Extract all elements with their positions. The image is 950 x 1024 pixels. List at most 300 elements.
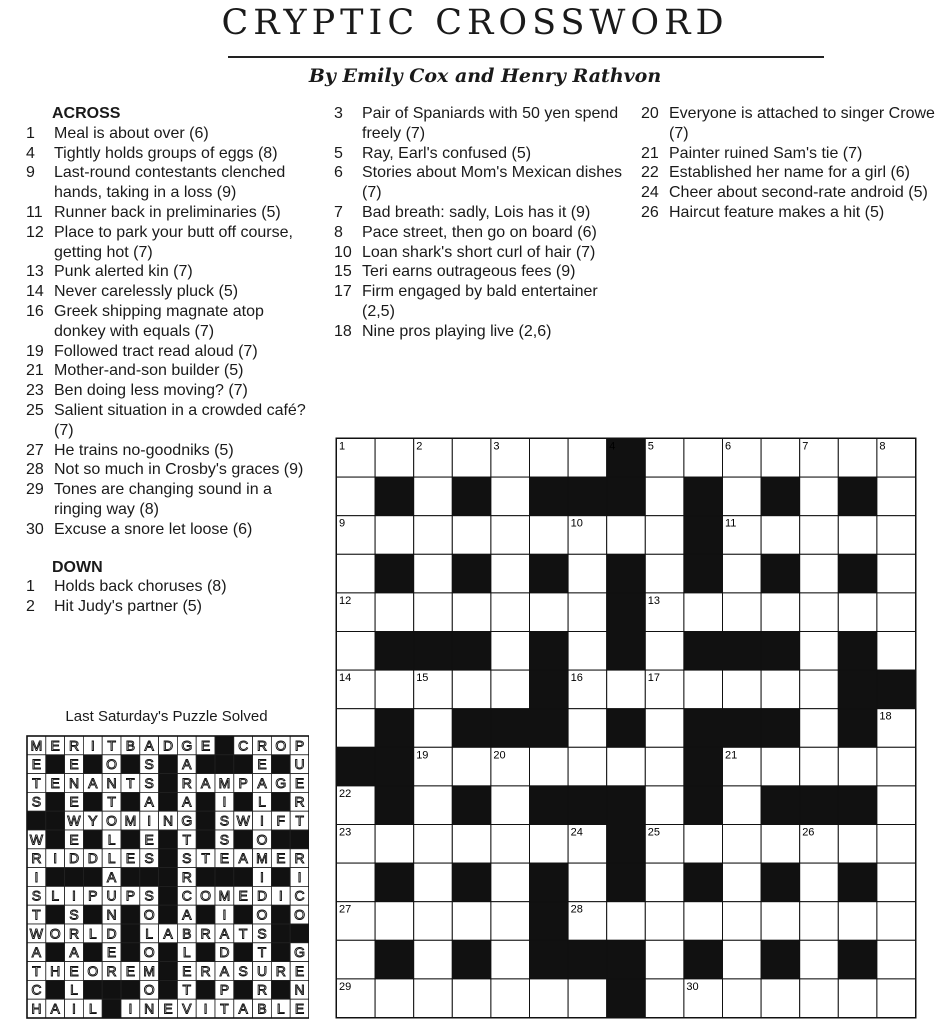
answer-cell[interactable] xyxy=(375,825,414,864)
answer-cell[interactable] xyxy=(414,593,453,632)
answer-cell[interactable] xyxy=(723,863,762,902)
answer-cell[interactable] xyxy=(414,477,453,516)
cell-number: 15 xyxy=(416,672,429,685)
answer-cell[interactable] xyxy=(375,439,414,478)
solution-letter: L xyxy=(276,1000,285,1017)
solution-black-square xyxy=(121,868,140,887)
answer-cell[interactable] xyxy=(414,863,453,902)
answer-cell[interactable] xyxy=(414,554,453,593)
black-square xyxy=(568,786,607,825)
answer-cell[interactable] xyxy=(337,709,376,748)
clue-text: Punk alerted kin (7) xyxy=(54,263,193,281)
cell-number: 23 xyxy=(339,826,352,839)
solution-letter: D xyxy=(87,850,98,867)
solution-letter: N xyxy=(144,1000,155,1017)
answer-cell[interactable] xyxy=(645,940,684,979)
black-square xyxy=(607,786,646,825)
answer-cell[interactable] xyxy=(491,940,530,979)
answer-cell[interactable] xyxy=(568,709,607,748)
answer-cell[interactable] xyxy=(877,786,916,825)
cell-number: 13 xyxy=(647,594,661,607)
cell-number: 26 xyxy=(802,826,815,839)
solution-black-square xyxy=(83,943,102,962)
solution-letter: E xyxy=(69,756,79,773)
answer-cell[interactable] xyxy=(491,632,530,671)
solution-black-square xyxy=(271,905,290,924)
answer-cell[interactable] xyxy=(491,825,530,864)
clue-number: 30 xyxy=(26,520,44,538)
answer-cell[interactable] xyxy=(491,786,530,825)
answer-cell[interactable] xyxy=(414,516,453,555)
answer-cell[interactable] xyxy=(877,554,916,593)
clue-across-4 xyxy=(26,144,316,164)
solution-letter: T xyxy=(220,1000,229,1017)
clue-text: Holds back choruses (8) xyxy=(54,578,227,596)
solution-letter: T xyxy=(126,774,135,791)
solution-letter: M xyxy=(124,812,137,829)
answer-cell[interactable] xyxy=(491,863,530,902)
clue-text: Salient situation in a crowded café? (7) xyxy=(54,401,306,439)
solution-letter: D xyxy=(256,887,268,904)
answer-cell[interactable] xyxy=(723,825,762,864)
solution-letter: S xyxy=(31,793,42,810)
solution-black-square xyxy=(102,980,121,999)
black-square xyxy=(375,554,414,593)
answer-cell[interactable] xyxy=(838,516,877,555)
solution-black-square xyxy=(196,980,215,999)
solution-black-square xyxy=(234,830,253,849)
answer-cell[interactable] xyxy=(723,670,762,709)
answer-cell[interactable] xyxy=(645,863,684,902)
answer-cell[interactable] xyxy=(491,516,530,555)
solution-black-square xyxy=(159,849,178,868)
solution-letter: A xyxy=(182,906,192,923)
clue-text: Haircut feature makes a hit (5) xyxy=(669,203,885,221)
answer-cell[interactable] xyxy=(568,439,607,478)
answer-cell[interactable] xyxy=(645,979,684,1018)
answer-cell[interactable] xyxy=(491,554,530,593)
answer-cell[interactable] xyxy=(452,439,491,478)
cell-number: 14 xyxy=(339,672,352,685)
clue-number: 26 xyxy=(641,203,659,221)
clue-number: 19 xyxy=(26,342,44,360)
answer-cell[interactable] xyxy=(877,747,916,786)
black-square xyxy=(838,786,877,825)
answer-cell[interactable] xyxy=(645,709,684,748)
clue-number: 17 xyxy=(334,283,352,301)
answer-cell[interactable] xyxy=(723,554,762,593)
black-square xyxy=(607,825,646,864)
clue-across-23 xyxy=(26,381,316,401)
black-square xyxy=(452,632,491,671)
answer-cell[interactable] xyxy=(414,940,453,979)
black-square xyxy=(452,863,491,902)
black-square xyxy=(375,747,414,786)
solution-letter: S xyxy=(69,906,79,923)
answer-cell[interactable] xyxy=(375,979,414,1018)
solution-letter: S xyxy=(144,850,154,867)
answer-cell[interactable] xyxy=(800,477,839,516)
solution-letter: P xyxy=(125,887,136,904)
answer-cell[interactable] xyxy=(684,670,723,709)
black-square xyxy=(761,709,800,748)
solution-letter: C xyxy=(31,981,42,998)
answer-cell[interactable] xyxy=(337,940,376,979)
clue-number: 22 xyxy=(641,164,659,182)
black-square xyxy=(414,632,453,671)
clue-across-29 xyxy=(26,480,316,520)
cell-number: 19 xyxy=(416,749,429,762)
answer-cell[interactable] xyxy=(530,979,569,1018)
clue-down-10 xyxy=(334,243,624,263)
solution-letter: L xyxy=(182,944,191,961)
clue-number: 9 xyxy=(26,164,35,182)
solution-letter: E xyxy=(50,774,60,791)
answer-cell[interactable] xyxy=(877,863,916,902)
cell-number: 18 xyxy=(879,710,892,723)
solution-letter: E xyxy=(294,962,305,979)
solution-black-square xyxy=(159,774,178,793)
answer-cell[interactable] xyxy=(568,979,607,1018)
solution-letter: E xyxy=(125,962,136,979)
answer-cell[interactable] xyxy=(877,940,916,979)
solution-letter: S xyxy=(219,812,230,829)
solution-letter: E xyxy=(294,1000,305,1017)
clue-across-1 xyxy=(26,124,316,144)
solution-letter: H xyxy=(31,1000,42,1017)
solution-letter: A xyxy=(238,1000,248,1017)
clue-number: 24 xyxy=(641,184,659,202)
answer-cell[interactable] xyxy=(568,632,607,671)
answer-cell[interactable] xyxy=(568,863,607,902)
solution-black-square xyxy=(121,980,140,999)
answer-cell[interactable] xyxy=(761,670,800,709)
answer-cell[interactable] xyxy=(568,747,607,786)
black-square xyxy=(530,940,569,979)
solution-black-square xyxy=(46,792,65,811)
answer-cell[interactable] xyxy=(684,825,723,864)
clue-text: Runner back in preliminaries (5) xyxy=(54,203,281,221)
black-square xyxy=(877,670,916,709)
solution-letter: A xyxy=(50,1000,60,1017)
solution-letter: I xyxy=(147,812,152,829)
black-square xyxy=(684,863,723,902)
answer-cell[interactable] xyxy=(375,593,414,632)
answer-cell[interactable] xyxy=(530,516,569,555)
solution-letter: R xyxy=(181,774,192,791)
clue-number: 10 xyxy=(334,243,352,261)
answer-cell[interactable] xyxy=(723,979,762,1018)
answer-cell[interactable] xyxy=(877,825,916,864)
clue-down-22 xyxy=(641,163,941,183)
solution-letter: D xyxy=(106,925,117,942)
clue-across-28 xyxy=(26,460,316,480)
answer-cell[interactable] xyxy=(761,593,800,632)
black-square xyxy=(838,709,877,748)
clue-across-12 xyxy=(26,223,316,263)
answer-cell[interactable] xyxy=(645,747,684,786)
answer-cell[interactable] xyxy=(607,516,646,555)
answer-cell[interactable] xyxy=(452,825,491,864)
solution-letter: O xyxy=(143,906,155,923)
answer-cell[interactable] xyxy=(838,902,877,941)
answer-cell[interactable] xyxy=(645,632,684,671)
solution-letter: U xyxy=(256,962,268,979)
answer-cell[interactable] xyxy=(452,747,491,786)
answer-cell[interactable] xyxy=(452,979,491,1018)
down-clue-list xyxy=(26,577,316,617)
answer-cell[interactable] xyxy=(530,439,569,478)
clue-number: 27 xyxy=(26,441,44,459)
answer-cell[interactable] xyxy=(800,863,839,902)
answer-cell[interactable] xyxy=(568,554,607,593)
answer-cell[interactable] xyxy=(452,902,491,941)
solution-black-square xyxy=(159,755,178,774)
cell-number: 9 xyxy=(339,517,346,530)
answer-cell[interactable] xyxy=(684,902,723,941)
answer-cell[interactable] xyxy=(838,979,877,1018)
answer-cell[interactable] xyxy=(877,979,916,1018)
answer-cell[interactable] xyxy=(491,593,530,632)
answer-cell[interactable] xyxy=(645,477,684,516)
solution-letter: T xyxy=(182,981,192,998)
answer-cell[interactable] xyxy=(375,902,414,941)
answer-cell[interactable] xyxy=(645,902,684,941)
clue-down-3 xyxy=(334,104,624,144)
answer-cell[interactable] xyxy=(800,593,839,632)
answer-cell[interactable] xyxy=(568,593,607,632)
answer-cell[interactable] xyxy=(414,825,453,864)
answer-cell[interactable] xyxy=(414,786,453,825)
solution-letter: R xyxy=(294,793,305,810)
black-square xyxy=(375,632,414,671)
clue-text: Teri earns outrageous fees (9) xyxy=(362,263,576,281)
answer-cell[interactable] xyxy=(607,747,646,786)
answer-cell[interactable] xyxy=(838,439,877,478)
black-square xyxy=(452,786,491,825)
answer-cell[interactable] xyxy=(684,593,723,632)
answer-cell[interactable] xyxy=(414,902,453,941)
answer-cell[interactable] xyxy=(761,979,800,1018)
answer-cell[interactable] xyxy=(723,786,762,825)
solution-letter: S xyxy=(182,850,192,867)
solution-letter: S xyxy=(144,774,154,791)
solution-letter: C xyxy=(294,887,305,904)
solution-letter: E xyxy=(106,944,117,961)
solution-black-square xyxy=(271,755,290,774)
answer-cell[interactable] xyxy=(877,593,916,632)
answer-cell[interactable] xyxy=(838,825,877,864)
solution-letter: E xyxy=(69,962,79,979)
solution-letter: A xyxy=(200,774,211,791)
across-clue-list xyxy=(26,124,316,540)
answer-cell[interactable] xyxy=(877,632,916,671)
clue-across-21 xyxy=(26,361,316,381)
black-square xyxy=(491,709,530,748)
answer-cell[interactable] xyxy=(607,670,646,709)
answer-cell[interactable] xyxy=(761,747,800,786)
clue-text: Pace street, then go on board (6) xyxy=(362,223,597,241)
answer-cell[interactable] xyxy=(761,902,800,941)
answer-cell[interactable] xyxy=(645,516,684,555)
black-square xyxy=(530,786,569,825)
answer-cell[interactable] xyxy=(800,747,839,786)
solution-letter: B xyxy=(182,925,192,942)
solution-letter: L xyxy=(107,850,116,867)
down-clue-list-continued xyxy=(641,104,941,223)
answer-cell[interactable] xyxy=(800,940,839,979)
solution-letter: O xyxy=(275,737,287,754)
solution-letter: D xyxy=(162,737,174,754)
black-square xyxy=(530,554,569,593)
solution-letter: I xyxy=(53,850,58,867)
solution-black-square xyxy=(159,905,178,924)
black-square xyxy=(761,477,800,516)
answer-cell[interactable] xyxy=(723,477,762,516)
solution-black-square xyxy=(159,980,178,999)
answer-cell[interactable] xyxy=(800,670,839,709)
answer-cell[interactable] xyxy=(838,593,877,632)
clue-text: Nine pros playing live (2,6) xyxy=(362,322,552,340)
clue-text: Bad breath: sadly, Lois has it (9) xyxy=(362,203,591,221)
black-square xyxy=(375,940,414,979)
answer-cell[interactable] xyxy=(645,554,684,593)
solution-black-square xyxy=(140,868,159,887)
clue-down-17 xyxy=(334,282,624,322)
answer-cell[interactable] xyxy=(800,979,839,1018)
solution-letter: L xyxy=(88,1000,97,1017)
solution-black-square xyxy=(196,830,215,849)
answer-cell[interactable] xyxy=(530,825,569,864)
answer-cell[interactable] xyxy=(414,709,453,748)
answer-cell[interactable] xyxy=(877,477,916,516)
answer-cell[interactable] xyxy=(491,979,530,1018)
black-square xyxy=(838,477,877,516)
black-square xyxy=(452,477,491,516)
cell-number: 17 xyxy=(647,672,661,685)
answer-cell[interactable] xyxy=(491,902,530,941)
solution-letter: T xyxy=(32,962,41,979)
answer-cell[interactable] xyxy=(684,439,723,478)
clue-across-13 xyxy=(26,262,316,282)
answer-cell[interactable] xyxy=(530,593,569,632)
solution-letter: G xyxy=(181,812,193,829)
solution-letter: S xyxy=(144,887,154,904)
answer-cell[interactable] xyxy=(877,516,916,555)
answer-cell[interactable] xyxy=(723,902,762,941)
solution-letter: N xyxy=(68,774,80,791)
solution-letter: I xyxy=(260,812,264,829)
title-rule xyxy=(228,56,824,58)
solution-black-square xyxy=(215,736,234,755)
answer-cell[interactable] xyxy=(491,477,530,516)
solution-letter: H xyxy=(50,962,61,979)
clue-text: Pair of Spaniards with 50 yen spend freely (7) xyxy=(362,105,619,142)
clue-number: 6 xyxy=(334,164,343,182)
solution-black-square xyxy=(196,792,215,811)
answer-cell[interactable] xyxy=(375,670,414,709)
solution-black-square xyxy=(290,830,309,849)
crossword-grid[interactable] xyxy=(335,437,921,1023)
answer-cell[interactable] xyxy=(800,902,839,941)
answer-cell[interactable] xyxy=(800,632,839,671)
answer-cell[interactable] xyxy=(452,516,491,555)
answer-cell[interactable] xyxy=(761,516,800,555)
solution-letter: I xyxy=(222,906,227,923)
clue-text: Mother-and-son builder (5) xyxy=(54,362,244,380)
cell-number: 22 xyxy=(339,787,352,800)
solution-letter: E xyxy=(294,774,305,791)
answer-cell[interactable] xyxy=(607,902,646,941)
clue-text: Hit Judy's partner (5) xyxy=(54,598,202,616)
solution-letter: R xyxy=(256,981,268,998)
answer-cell[interactable] xyxy=(414,979,453,1018)
clues-column-1 xyxy=(26,104,316,617)
black-square xyxy=(530,670,569,709)
black-square xyxy=(607,632,646,671)
solution-letter: N xyxy=(106,774,117,791)
solution-letter: A xyxy=(88,774,98,791)
clue-down-5 xyxy=(334,144,624,164)
solution-black-square xyxy=(121,924,140,943)
clue-number: 5 xyxy=(334,144,343,162)
clue-down-8 xyxy=(334,223,624,243)
solution-black-square xyxy=(159,868,178,887)
cell-number: 10 xyxy=(570,517,583,530)
answer-cell[interactable] xyxy=(761,825,800,864)
answer-cell[interactable] xyxy=(337,863,376,902)
answer-cell[interactable] xyxy=(723,940,762,979)
solution-black-square xyxy=(121,830,140,849)
clue-text: Painter ruined Sam's tie (7) xyxy=(669,144,863,162)
answer-cell[interactable] xyxy=(375,516,414,555)
answer-cell[interactable] xyxy=(452,593,491,632)
black-square xyxy=(452,554,491,593)
solution-letter: A xyxy=(69,944,79,961)
answer-cell[interactable] xyxy=(530,747,569,786)
clue-number: 28 xyxy=(26,461,44,479)
answer-cell[interactable] xyxy=(877,902,916,941)
answer-cell[interactable] xyxy=(800,554,839,593)
answer-cell[interactable] xyxy=(337,554,376,593)
clue-across-25 xyxy=(26,401,316,441)
black-square xyxy=(607,940,646,979)
answer-cell[interactable] xyxy=(452,670,491,709)
answer-cell[interactable] xyxy=(645,786,684,825)
solution-black-square xyxy=(159,962,178,981)
answer-cell[interactable] xyxy=(723,593,762,632)
clue-number: 21 xyxy=(26,362,44,380)
answer-cell[interactable] xyxy=(491,670,530,709)
answer-cell[interactable] xyxy=(337,477,376,516)
clue-text: Not so much in Crosby's graces (9) xyxy=(54,461,304,479)
black-square xyxy=(607,863,646,902)
solution-letter: L xyxy=(145,925,154,942)
clue-text: Loan shark's short curl of hair (7) xyxy=(362,243,596,261)
answer-cell[interactable] xyxy=(838,747,877,786)
black-square xyxy=(607,709,646,748)
solution-letter: C xyxy=(238,737,249,754)
solution-letter: L xyxy=(107,831,116,848)
answer-cell[interactable] xyxy=(800,516,839,555)
black-square xyxy=(761,863,800,902)
answer-cell[interactable] xyxy=(761,439,800,478)
answer-cell[interactable] xyxy=(337,632,376,671)
answer-cell[interactable] xyxy=(800,709,839,748)
clue-text: Established her name for a girl (6) xyxy=(669,164,910,182)
solution-letter: E xyxy=(144,831,154,848)
black-square xyxy=(761,940,800,979)
